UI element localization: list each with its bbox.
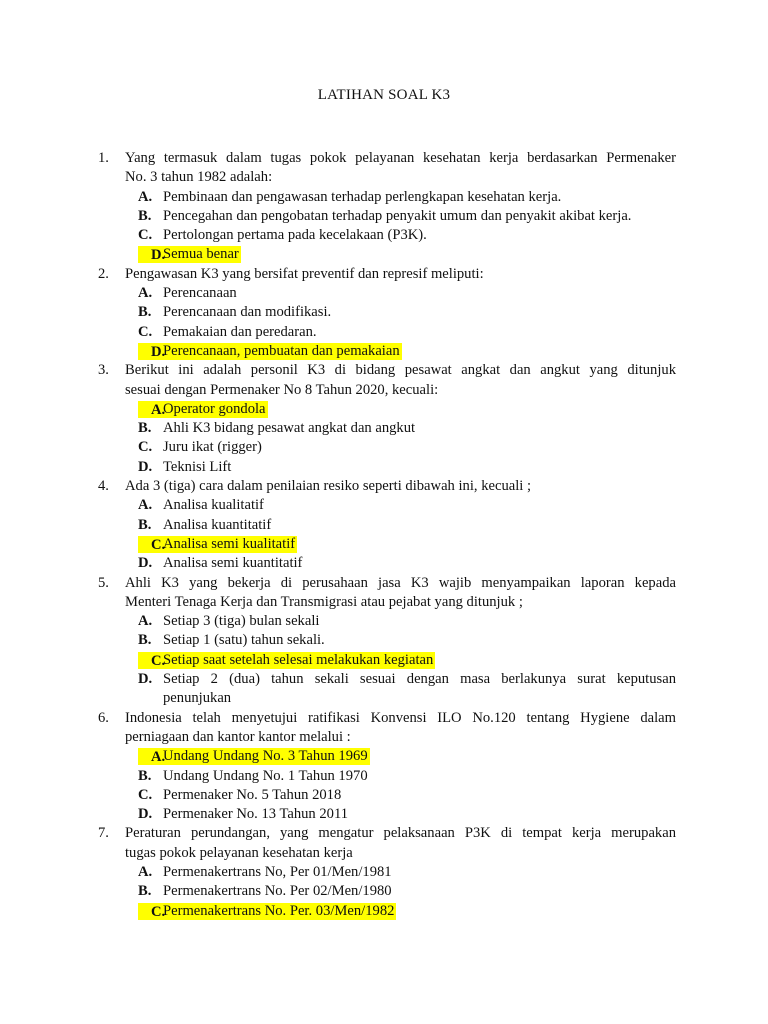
question-5 bbox=[98, 574, 676, 709]
option-letter: C. bbox=[138, 439, 153, 456]
question-text-line: perniagaan dan kantor kantor melalui : bbox=[125, 728, 351, 745]
option-text: Perencanaan bbox=[163, 285, 237, 302]
option-a-correct bbox=[125, 747, 676, 766]
question-6 bbox=[98, 709, 676, 825]
option-b bbox=[125, 207, 676, 226]
option-letter: C. bbox=[138, 323, 153, 340]
question-text-line: Berikut ini adalah personil K3 di bidang pesawat angkat dan angkut yang ditunjuk bbox=[125, 362, 676, 379]
option-letter: D. bbox=[138, 458, 153, 475]
option-a-correct bbox=[125, 400, 676, 419]
question-text-line: Menteri Tenaga Kerja dan Transmigrasi atau pejabat yang ditunjuk ; bbox=[125, 593, 523, 610]
option-c-correct bbox=[125, 535, 676, 554]
option-letter: C. bbox=[151, 903, 166, 920]
option-b bbox=[125, 882, 676, 901]
answer-highlight bbox=[138, 401, 268, 418]
option-letter: C. bbox=[151, 536, 166, 553]
option-letter: B. bbox=[138, 632, 152, 649]
option-b bbox=[125, 767, 676, 786]
question-text-line: No. 3 tahun 1982 adalah: bbox=[125, 169, 273, 186]
option-d bbox=[125, 554, 676, 573]
option-text: Teknisi Lift bbox=[163, 458, 232, 475]
option-text: Analisa semi kualitatif bbox=[163, 535, 296, 552]
option-text: Pembinaan dan pengawasan terhadap perlengkapan kesehatan kerja. bbox=[163, 188, 562, 205]
question-3 bbox=[98, 361, 676, 477]
option-letter: A. bbox=[138, 863, 153, 880]
option-text: Undang Undang No. 1 Tahun 1970 bbox=[163, 767, 368, 784]
option-letter: C. bbox=[151, 652, 166, 669]
question-4 bbox=[98, 477, 676, 573]
option-text: Permenakertrans No. Per. 03/Men/1982 bbox=[163, 902, 395, 919]
question-list bbox=[98, 149, 676, 921]
option-list bbox=[125, 188, 676, 265]
option-text: Setiap 1 (satu) tahun sekali. bbox=[163, 632, 325, 649]
question-number: 2. bbox=[98, 265, 109, 282]
answer-highlight bbox=[138, 903, 396, 920]
option-letter: D. bbox=[151, 343, 166, 360]
option-letter: C. bbox=[138, 227, 153, 244]
option-text: Juru ikat (rigger) bbox=[163, 439, 262, 456]
option-text: Analisa semi kuantitatif bbox=[163, 555, 303, 572]
option-list bbox=[125, 747, 676, 824]
option-text-line: Setiap 2 (dua) tahun sekali sesuai dengan masa berlakunya surat keputusan bbox=[163, 671, 676, 688]
question-text-line: sesuai dengan Permenaker No 8 Tahun 2020, kecuali: bbox=[125, 381, 439, 398]
question-number: 3. bbox=[98, 362, 109, 379]
option-text: Undang Undang No. 3 Tahun 1969 bbox=[163, 748, 368, 765]
option-text-line: penunjukan bbox=[163, 690, 232, 707]
option-text: Permenakertrans No, Per 01/Men/1981 bbox=[163, 863, 392, 880]
option-a bbox=[125, 863, 676, 882]
question-text-line: Ahli K3 yang bekerja di perusahaan jasa K3 wajib menyampaikan laporan kepada bbox=[125, 574, 676, 591]
option-b bbox=[125, 419, 676, 438]
option-d bbox=[125, 458, 676, 477]
question-text-line: Indonesia telah menyetujui ratifikasi Konvensi ILO No.120 tentang Hygiene dalam bbox=[125, 709, 676, 726]
question-number: 5. bbox=[98, 574, 109, 591]
question-number: 4. bbox=[98, 478, 109, 495]
option-text: Pertolongan pertama pada kecelakaan (P3K). bbox=[163, 227, 427, 244]
question-number: 7. bbox=[98, 825, 109, 842]
option-b bbox=[125, 516, 676, 535]
option-text: Perencanaan dan modifikasi. bbox=[163, 304, 332, 321]
option-text: Perencanaan, pembuatan dan pemakaian bbox=[163, 342, 400, 359]
option-letter: D. bbox=[151, 247, 166, 264]
option-letter: B. bbox=[138, 516, 152, 533]
option-a bbox=[125, 612, 676, 631]
option-letter: A. bbox=[138, 285, 153, 302]
option-c bbox=[125, 226, 676, 245]
option-c-correct bbox=[125, 902, 676, 921]
option-c bbox=[125, 323, 676, 342]
page-title: LATIHAN SOAL K3 bbox=[317, 87, 451, 103]
option-a bbox=[125, 188, 676, 207]
option-text: Setiap saat setelah selesai melakukan kegiatan bbox=[163, 651, 434, 668]
option-letter: D. bbox=[138, 555, 153, 572]
question-2 bbox=[98, 265, 676, 361]
option-text: Analisa kuantitatif bbox=[163, 516, 272, 533]
option-letter: B. bbox=[138, 883, 152, 900]
question-1 bbox=[98, 149, 676, 265]
answer-highlight bbox=[138, 652, 435, 669]
question-text-line: Peraturan perundangan, yang mengatur pelaksanaan P3K di tempat kerja merupakan bbox=[125, 825, 676, 842]
option-letter: D. bbox=[138, 671, 153, 688]
answer-highlight bbox=[138, 246, 241, 263]
option-text: Analisa kualitatif bbox=[163, 497, 264, 514]
option-d bbox=[125, 805, 676, 824]
option-letter: A. bbox=[138, 497, 153, 514]
option-letter: D. bbox=[138, 806, 153, 823]
question-text-line: Yang termasuk dalam tugas pokok pelayanan kesehatan kerja berdasarkan Permenaker bbox=[125, 150, 676, 166]
question-text-line: Pengawasan K3 yang bersifat preventif dan represif meliputi: bbox=[125, 265, 484, 282]
question-text-line: tugas pokok pelayanan kesehatan kerja bbox=[125, 844, 353, 861]
option-letter: B. bbox=[138, 207, 152, 224]
option-list bbox=[125, 612, 676, 708]
option-c bbox=[125, 786, 676, 805]
option-text: Pencegahan dan pengobatan terhadap penyakit umum dan penyakit akibat kerja. bbox=[163, 207, 632, 224]
option-list bbox=[125, 863, 676, 921]
option-d-correct bbox=[125, 342, 676, 361]
option-text: Ahli K3 bidang pesawat angkat dan angkut bbox=[163, 420, 416, 437]
option-text: Semua benar bbox=[163, 246, 239, 263]
option-text: Pemakaian dan peredaran. bbox=[163, 323, 317, 340]
option-letter: B. bbox=[138, 420, 152, 437]
question-7 bbox=[98, 824, 676, 920]
option-a bbox=[125, 284, 676, 303]
option-list bbox=[125, 400, 676, 477]
question-number: 6. bbox=[98, 709, 109, 726]
option-list bbox=[125, 284, 676, 361]
option-letter: A. bbox=[138, 188, 153, 205]
question-number: 1. bbox=[98, 150, 109, 166]
option-letter: B. bbox=[138, 304, 152, 321]
option-letter: A. bbox=[151, 401, 166, 418]
question-text-line: Ada 3 (tiga) cara dalam penilaian resiko seperti dibawah ini, kecuali ; bbox=[125, 478, 532, 495]
option-text: Permenakertrans No. Per 02/Men/1980 bbox=[163, 883, 392, 900]
option-d bbox=[125, 670, 676, 709]
option-c-correct bbox=[125, 651, 676, 670]
option-text: Permenaker No. 5 Tahun 2018 bbox=[163, 786, 342, 803]
option-text: Setiap 3 (tiga) bulan sekali bbox=[163, 613, 320, 630]
option-text: Permenaker No. 13 Tahun 2011 bbox=[163, 806, 349, 823]
answer-highlight bbox=[138, 343, 402, 360]
option-text: Operator gondola bbox=[163, 400, 266, 417]
option-letter: A. bbox=[151, 749, 166, 766]
answer-highlight bbox=[138, 536, 297, 553]
answer-highlight bbox=[138, 748, 370, 765]
option-letter: A. bbox=[138, 613, 153, 630]
option-list bbox=[125, 496, 676, 573]
option-a bbox=[125, 496, 676, 515]
option-letter: C. bbox=[138, 786, 153, 803]
option-c bbox=[125, 438, 676, 457]
option-letter: B. bbox=[138, 767, 152, 784]
option-b bbox=[125, 303, 676, 322]
option-b bbox=[125, 631, 676, 650]
option-d-correct bbox=[125, 245, 676, 264]
